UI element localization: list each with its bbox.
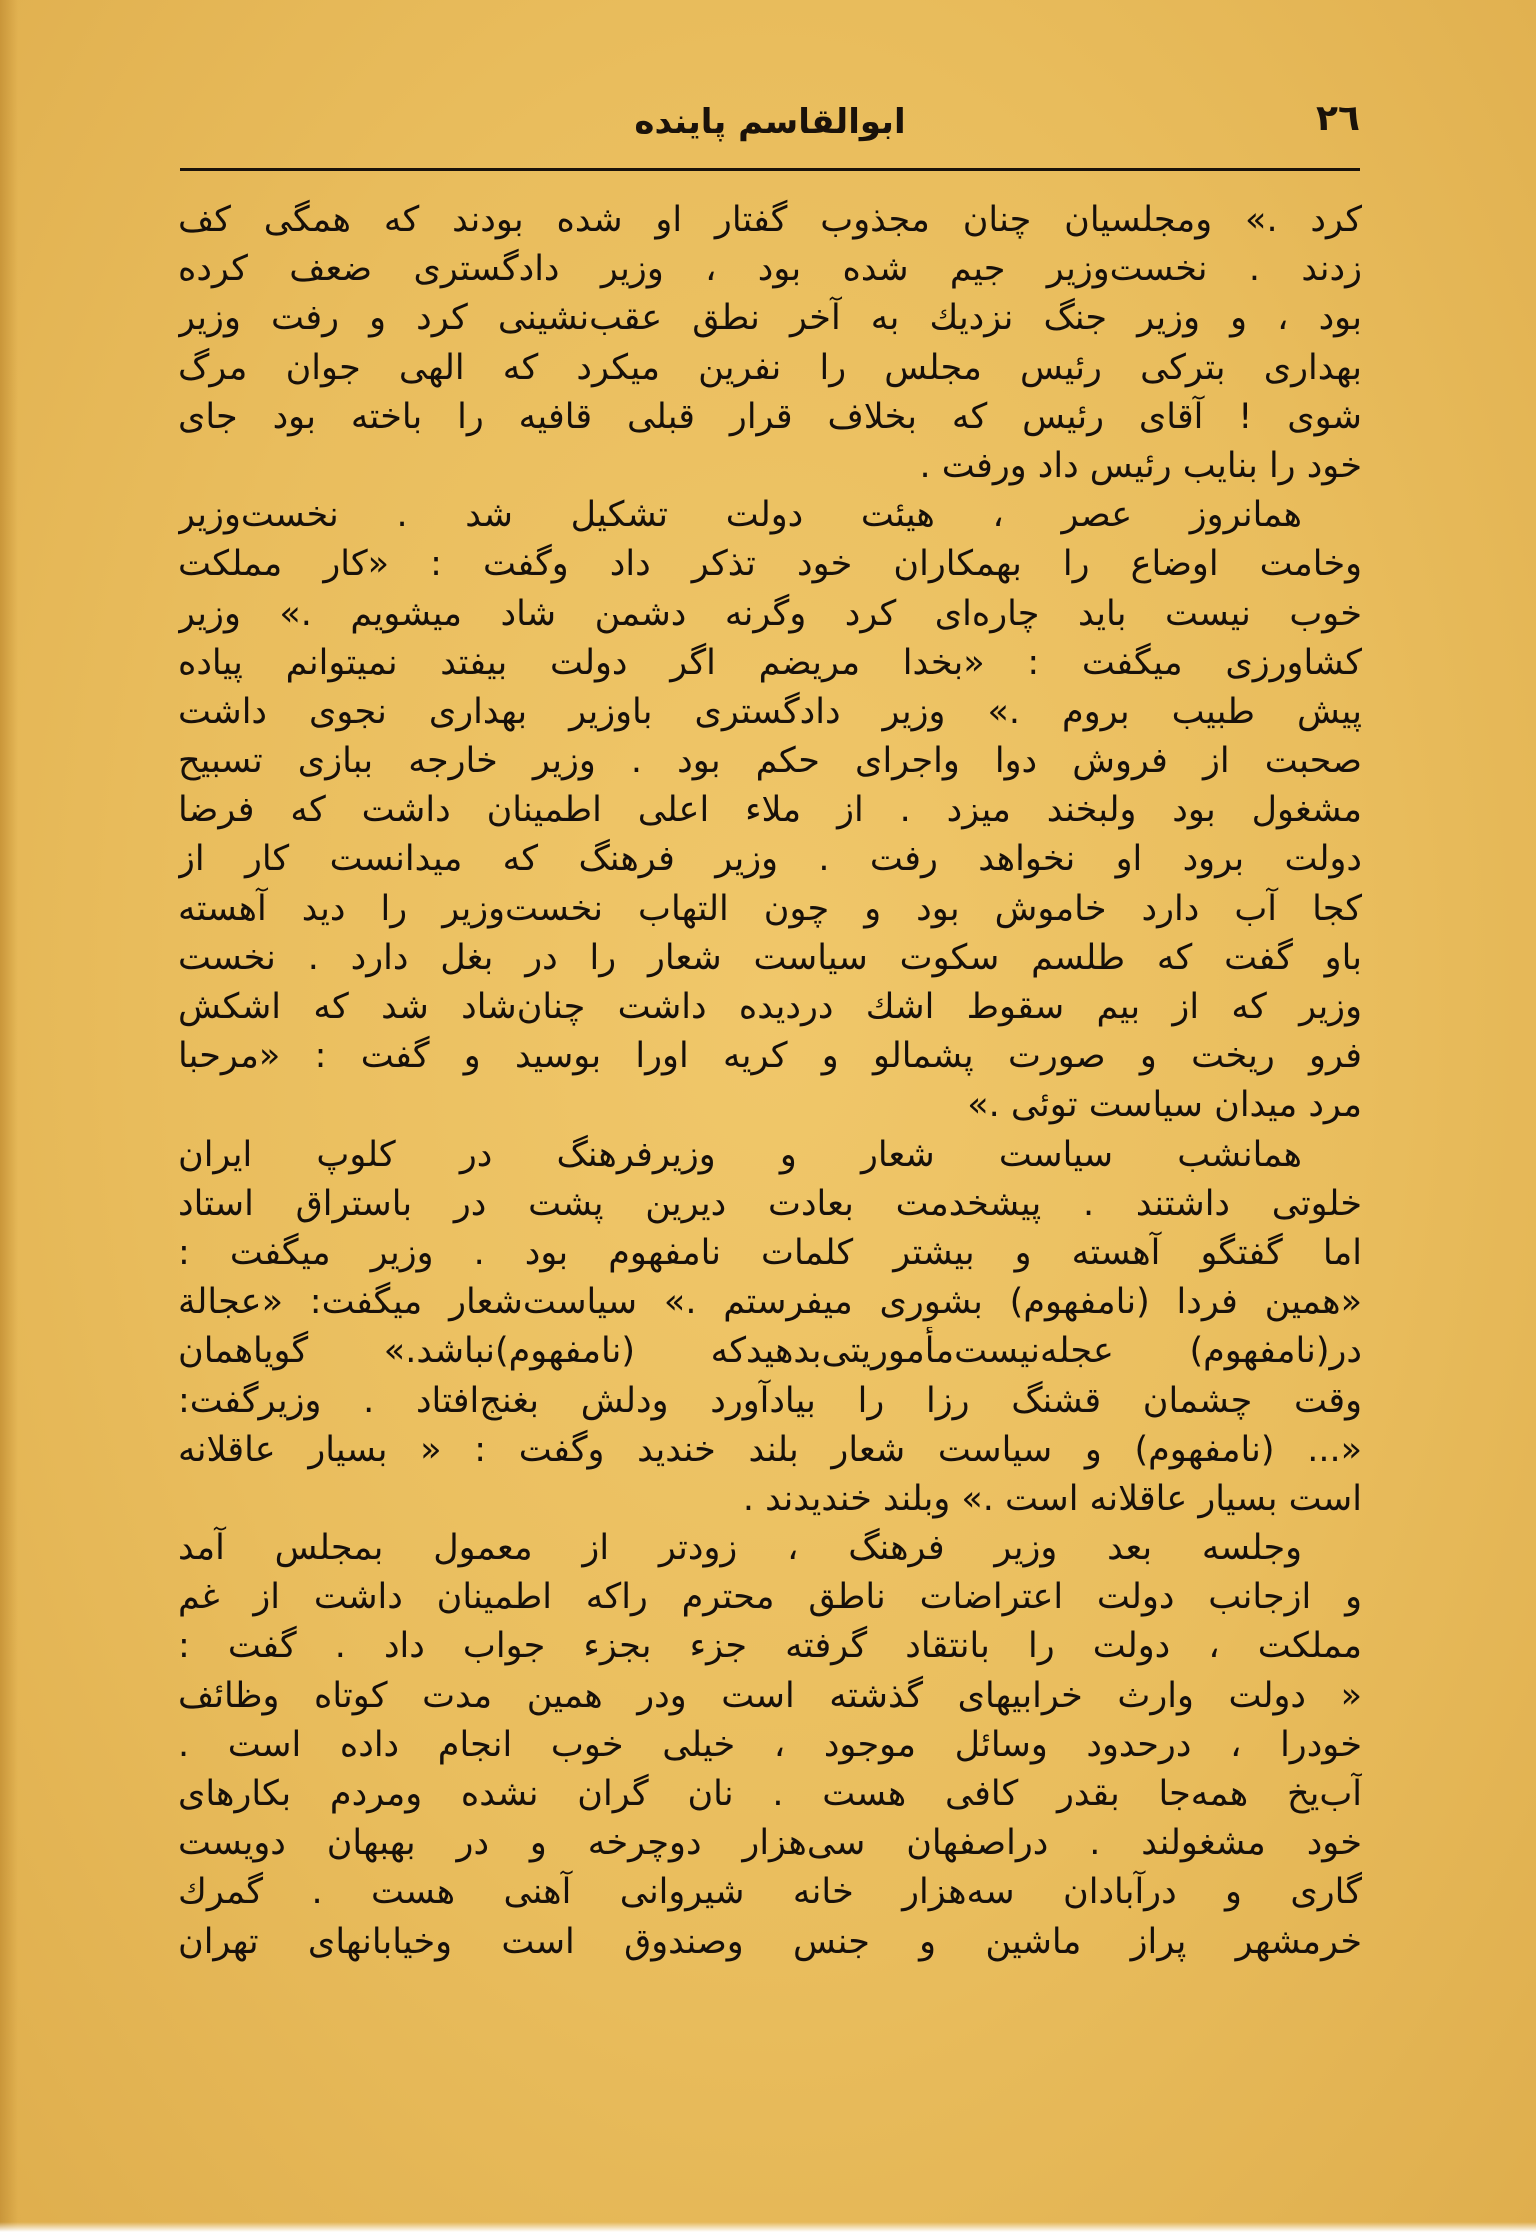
text-line: فرو ریخت و صورت پشمالو و کریه اورا بوسید و گفت : «مرحبا xyxy=(178,1036,1362,1077)
text-line: کرد .» ومجلسیان چنان مجذوب گفتار او شده بودند که همگی کف xyxy=(178,200,1362,240)
text-line: پیش طبیب بروم .» وزیر دادگستری باوزیر بهداری نجوی داشت xyxy=(178,691,1362,732)
text-line: همانشب سیاست شعار و وزیرفرهنگ در کلوپ ایران xyxy=(178,1134,1302,1175)
text-line: خود مشغولند . دراصفهان سی‌هزار دوچرخه و در بهبهان دویست xyxy=(178,1823,1362,1864)
text-line: آب‌یخ همه‌جا بقدر کافی هست . نان گران نشده ومردم بکارهای xyxy=(178,1774,1362,1814)
text-line: مملکت ، دولت را بانتقاد گرفته جزء بجزء جواب داد . گفت : xyxy=(178,1626,1362,1667)
text-line: همانروز عصر ، هیئت دولت تشکیل شد . نخست‌وزیر xyxy=(178,495,1302,536)
text-line: مشغول بود ولبخند میزد . از ملاء اعلی اطمینان داشت که فرضا xyxy=(178,790,1362,831)
text-line: مرد میدان سیاست توئی .» xyxy=(967,1085,1362,1126)
text-line: اما گفتگو آهسته و بیشتر کلمات نامفهوم بود . وزیر میگفت : xyxy=(178,1232,1362,1273)
text-line: خلوتی داشتند . پیشخدمت بعادت دیرین پشت در باستراق استاد xyxy=(178,1183,1362,1224)
text-line: کجا آب دارد خاموش بود و چون التهاب نخست‌وزیر را دید آهسته xyxy=(178,888,1362,929)
text-line: گاری و درآبادان سه‌هزار خانه شیروانی آهنی هست . گمرك xyxy=(178,1872,1362,1913)
body-text xyxy=(178,196,1362,1967)
text-line: «همین فردا (نامفهوم) بشوری میفرستم .» سیاست‌شعار میگفت: «عجالة xyxy=(178,1282,1362,1323)
text-line: دولت برود او نخواهد رفت . وزیر فرهنگ که میدانست کار از xyxy=(178,839,1362,880)
running-title: ابوالقاسم پاینده xyxy=(634,102,906,142)
text-line: بود ، و وزیر جنگ نزدیك به آخر نطق عقب‌نشینی کرد و رفت وزیر xyxy=(178,298,1362,339)
text-line: باو گفت که طلسم سکوت سیاست شعار را در بغل دارد . نخست xyxy=(178,937,1362,978)
text-line: خود را بنایب رئیس داد ورفت . xyxy=(919,445,1362,486)
text-line: وخامت اوضاع را بهمکاران خود تذکر داد وگفت : «کار مملکت xyxy=(178,544,1362,585)
text-line: و ازجانب دولت اعتراضات ناطق محترم راکه اطمینان داشت از غم xyxy=(178,1577,1362,1618)
page-header xyxy=(180,98,1360,158)
text-line: «... (نامفهوم) و سیاست شعار بلند خندید وگفت : « بسیار عاقلانه xyxy=(178,1429,1362,1470)
text-line: است بسیار عاقلانه است .» وبلند خندیدند . xyxy=(742,1478,1362,1519)
text-line: « دولت وارث خرابیهای گذشته است ودر همین مدت کوتاه وظائف xyxy=(178,1675,1362,1716)
text-line: خوب نیست باید چاره‌ای کرد وگرنه دشمن شاد میشویم .» وزیر xyxy=(178,593,1362,634)
text-line: خرمشهر پراز ماشین و جنس وصندوق است وخیابانهای تهران xyxy=(178,1921,1362,1962)
text-line: وقت چشمان قشنگ رزا را بیادآورد ودلش بغنج‌افتاد . وزیرگفت: xyxy=(178,1380,1362,1421)
text-line: صحبت از فروش دوا واجرای حکم بود . وزیر خارجه ببازی تسبیح xyxy=(178,741,1362,782)
text-line: وزیر که از بیم سقوط اشك دردیده داشت چنان‌شاد شد که اشکش xyxy=(178,987,1362,1027)
text-line: شوی ! آقای رئیس که بخلاف قرار قبلی قافیه را باخته بود جای xyxy=(178,396,1362,437)
text-line: بهداری بترکی رئیس مجلس را نفرین میکرد که الهی جوان مرگ xyxy=(178,347,1362,388)
text-line: در(نامفهوم) عجله‌نیست‌مأموریتی‌بدهیدکه (نامفهوم)نباشد.» گویاهمان xyxy=(178,1331,1362,1372)
text-line: خودرا ، درحدود وسائل موجود ، خیلی خوب انجام داده است . xyxy=(178,1724,1362,1765)
text-line: زدند . نخست‌وزیر جیم شده بود ، وزیر دادگستری ضعف کرده xyxy=(178,249,1362,290)
page-number: ٢٦ xyxy=(1316,98,1360,139)
text-line: وجلسه بعد وزیر فرهنگ ، زودتر از معمول بمجلس آمد xyxy=(178,1528,1302,1569)
header-rule xyxy=(180,168,1360,171)
text-line: کشاورزی میگفت : «بخدا مریضم اگر دولت بیفتد نمیتوانم پیاده xyxy=(178,642,1362,683)
